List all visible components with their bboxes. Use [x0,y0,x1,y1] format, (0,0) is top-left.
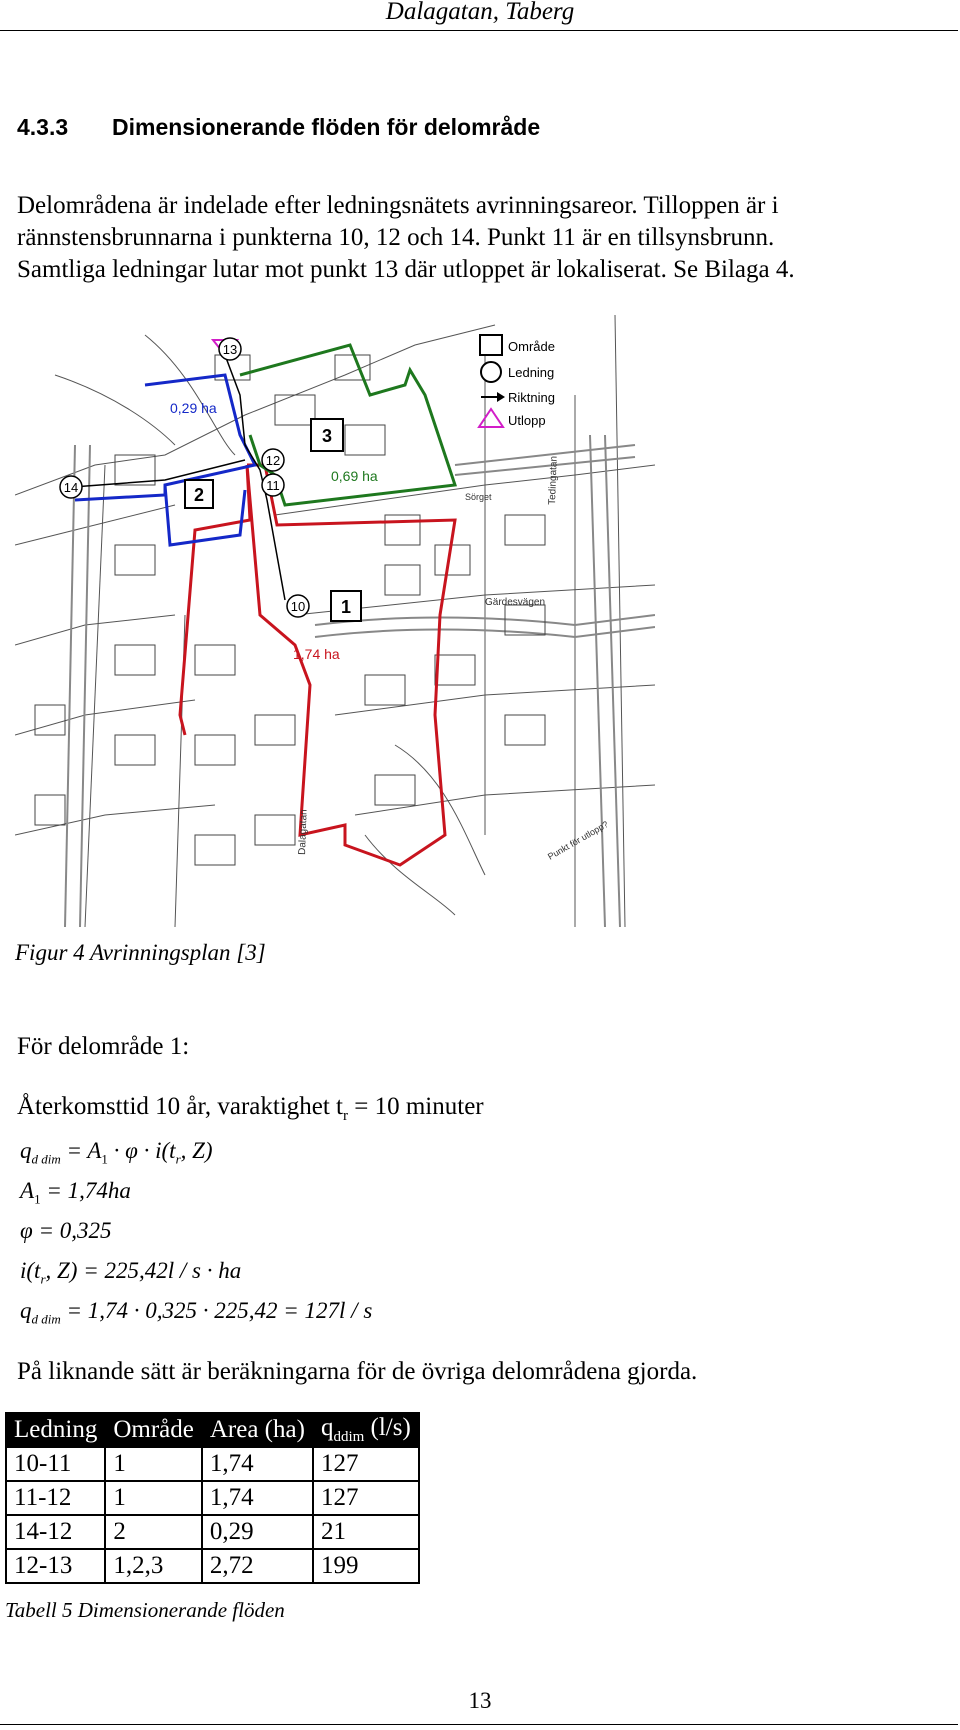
conclusion-text: På liknande sätt är beräkningarna för de övriga delområdena gjorda. [17,1358,698,1385]
eq1-lhs-sub: d dim [31,1151,61,1167]
area-2-number: 2 [193,485,205,505]
area-1-number: 1 [340,597,352,617]
cell-flow: 127 [313,1481,419,1515]
header-flow-unit: (l/s) [364,1414,411,1441]
eq4-lhs: i(t [20,1258,41,1283]
header-omrade: Område [105,1413,202,1447]
point-label: 13 [222,342,238,357]
street-label: Punkt för utlopp? [546,819,610,862]
return-period-sub: r [343,1108,349,1124]
return-period-text: Återkomsttid 10 år, varaktighet t [17,1093,344,1120]
legend-direction-label: Riktning [508,390,555,405]
header-area: Area (ha) [202,1413,313,1447]
cell-flow: 21 [313,1515,419,1549]
header-flow [313,1413,419,1447]
eq2-lhs-sub: 1 [34,1191,41,1207]
return-period-tail: = 10 minuter [348,1093,484,1120]
eq4-rhs: , Z) = 225,42l / s · ha [45,1258,242,1283]
flow-table [5,1412,420,1584]
street-label: Dalagatan [297,809,310,856]
cell-area: 1,74 [202,1481,313,1515]
table-caption: Tabell 5 Dimensionerande flöden [5,1598,285,1622]
point-11-marker [262,474,284,496]
point-10-marker [287,595,309,617]
table-row [6,1481,419,1515]
point-14-marker [60,476,82,498]
return-period-line [17,1093,484,1125]
legend-pipe-label: Ledning [508,365,555,380]
area-2-size: 0,29 ha [170,400,217,416]
header-rule [0,30,958,31]
cell-omrade: 1 [105,1481,202,1515]
point-label: 12 [265,453,281,468]
eq1-rhs-sub: 1 [101,1151,108,1167]
drainage-map-svg [15,315,655,927]
cell-omrade: 2 [105,1515,202,1549]
cell-ledning: 12-13 [6,1549,105,1583]
eq4-sub: r [40,1271,46,1287]
eq5-lhs: q [20,1298,32,1323]
table-header-row [6,1413,419,1447]
page-number: 13 [468,1688,492,1713]
eq1-lhs: q [20,1138,32,1163]
table-row [6,1549,419,1583]
area-3-size: 0,69 ha [331,468,378,484]
point-label: 11 [266,478,280,493]
equation-5 [20,1298,372,1328]
calc-heading: För delområde 1: [17,1033,190,1060]
eq5-lhs-sub: d dim [31,1311,61,1327]
cell-ledning: 10-11 [6,1447,105,1481]
header-flow-main: q [320,1414,334,1441]
equation-4 [20,1258,241,1288]
cell-flow: 199 [313,1549,419,1583]
cell-area: 0,29 [202,1515,313,1549]
table-row [6,1447,419,1481]
section-number: 4.3.3 [17,114,69,140]
cell-area: 2,72 [202,1549,313,1583]
point-label: 10 [290,599,306,614]
equation-2 [20,1178,131,1208]
eq2-lhs: A [20,1178,35,1203]
footer-rule [0,1724,958,1725]
cell-ledning: 11-12 [6,1481,105,1515]
legend-area-label: Område [508,339,555,354]
point-label: 14 [63,480,79,495]
header-flow-sub: ddim [333,1429,365,1445]
intro-line: Delområdena är indelade efter ledningsnätets avrinningsareor. Tilloppen är i [17,192,779,219]
intro-line: rännstensbrunnarna i punkterna 10, 12 och 14. Punkt 11 är en tillsynsbrunn. [17,224,775,251]
area-1-size: 1,74 ha [293,646,340,662]
header-ledning: Ledning [6,1413,105,1447]
street-label: Tedingatan [547,455,560,506]
section-heading [17,114,540,141]
point-13-marker [219,338,241,360]
drainage-map [15,315,655,927]
legend-outlet-label: Utlopp [508,413,546,428]
equation-3: φ = 0,325 [20,1218,112,1243]
table-row [6,1515,419,1549]
cell-flow: 127 [313,1447,419,1481]
area-3-number: 3 [321,426,333,446]
cell-area: 1,74 [202,1447,313,1481]
street-label: Gärdesvägen [485,597,546,608]
intro-paragraph [17,190,947,286]
intro-line: Samtliga ledningar lutar mot punkt 13 där utloppet är lokaliserat. Se Bilaga 4. [17,256,795,283]
street-label: Sörget [465,492,492,502]
eq1-rhs-tail: · φ · i(t [107,1138,176,1163]
cell-omrade: 1,2,3 [105,1549,202,1583]
equation-1 [20,1138,213,1168]
eq2-rhs: = 1,74ha [40,1178,131,1203]
page-header: Dalagatan, Taberg [385,0,575,25]
section-title: Dimensionerande flöden för delområde [112,114,541,140]
cell-ledning: 14-12 [6,1515,105,1549]
figure-caption: Figur 4 Avrinningsplan [3] [15,940,266,965]
eq1-end: , Z) [180,1138,213,1163]
cell-omrade: 1 [105,1447,202,1481]
point-12-marker [262,449,284,471]
eq1-r-sub: r [175,1151,181,1167]
eq5-rhs: = 1,74 · 0,325 · 225,42 = 127l / s [60,1298,373,1323]
eq1-rhs: = A [60,1138,102,1163]
